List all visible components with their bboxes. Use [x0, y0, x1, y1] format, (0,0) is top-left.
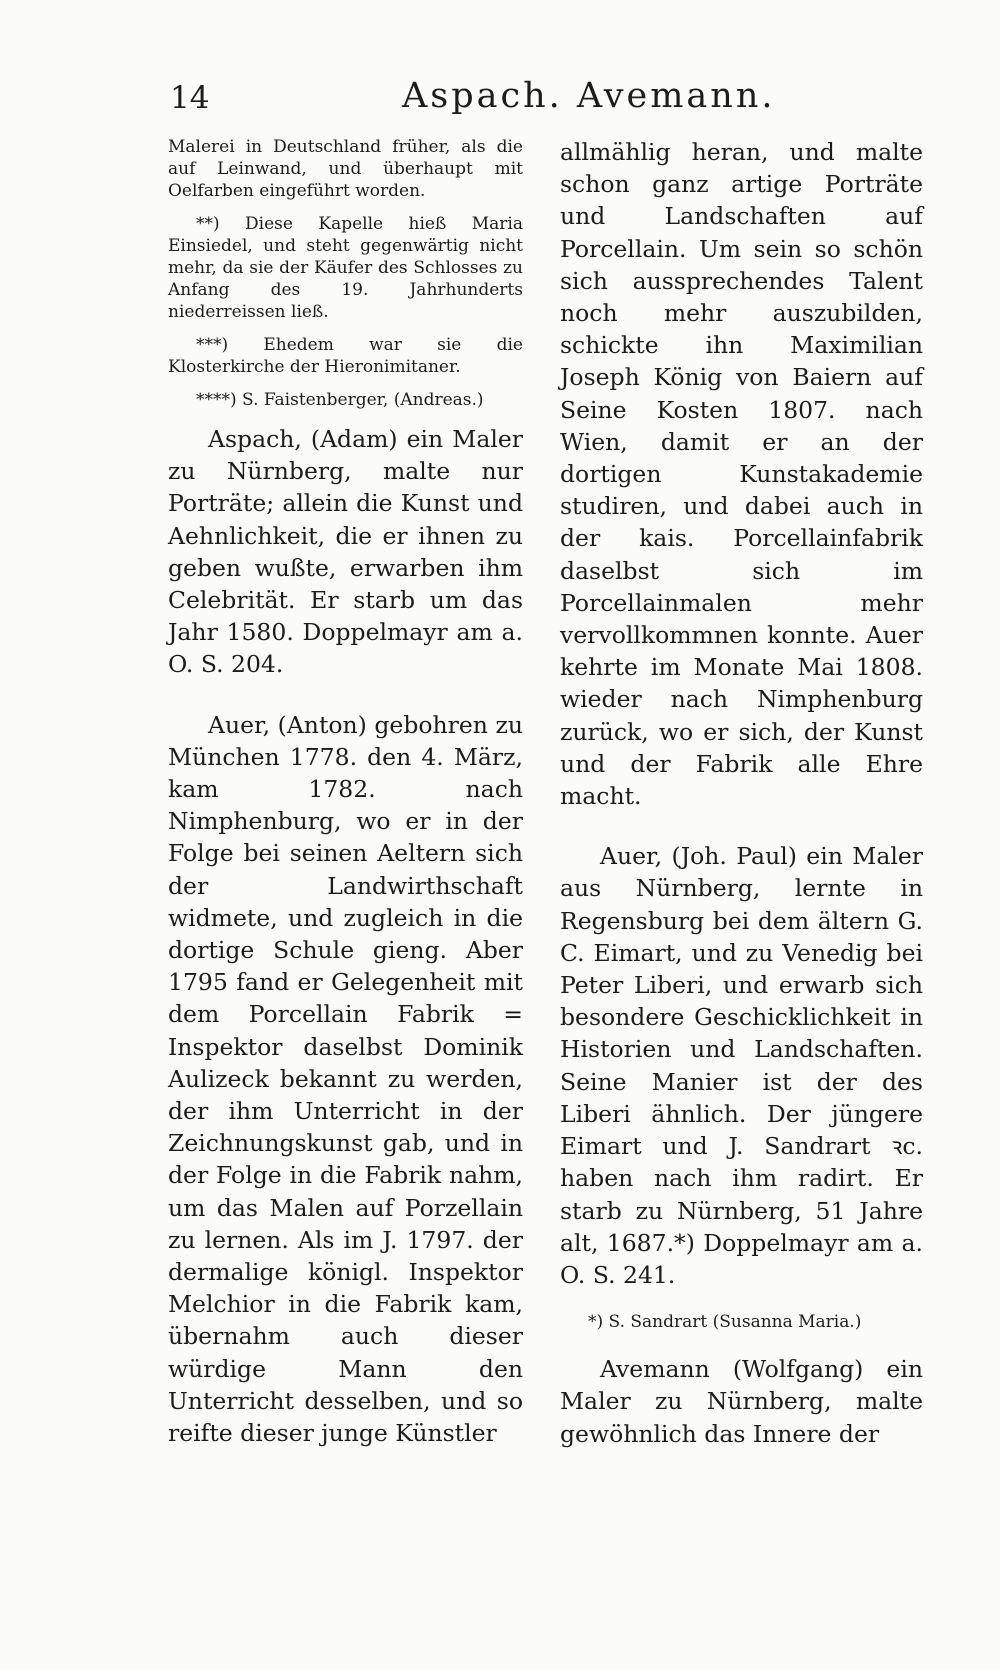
- page-header: [170, 74, 776, 124]
- entry-avemann: Avemann (Wolfgang) ein Maler zu Nürnberg, malte gewöhnlich das Innere der: [560, 1355, 923, 1448]
- footnote-kapelle: **) Diese Kapelle hieß Maria Einsiedel, und steht gegenwärtig nicht mehr, da sie der Käufer des Schlosses zu Anfang des 19. Jahrhunderts niederreissen ließ.: [168, 214, 523, 322]
- footnote-sandrart: *) S. Sandrart (Susanna Maria.): [588, 1312, 862, 1333]
- page-number: 14: [170, 80, 210, 116]
- footnote-continuation: Malerei in Deutschland früher, als die auf Leinwand, und überhaupt mit Oelfarben eingeführt worden.: [168, 137, 523, 201]
- entry-auer-paul: Auer, (Joh. Paul) ein Maler aus Nürnberg, lernte in Regensburg bei dem ältern G. C. Eimart, und zu Venedig bei Peter Liberi, und erwarb sich besondere Geschicklichkeit in Historien und Landschaften. Seine Manier ist der des Liberi ähnlich. Der jüngere Eimart und J. Sandrart ꝛc. haben nach ihm radirt. Er starb zu Nürnberg, 51 Jahre alt, 1687.*) Doppelmayr am a. O. S. 241.: [560, 842, 923, 1289]
- running-head: Aspach. Avemann.: [402, 76, 776, 116]
- footnote-klosterkirche: ***) Ehedem war sie die Klosterkirche der Hieronimitaner.: [168, 335, 523, 377]
- entry-auer-anton: Auer, (Anton) gebohren zu München 1778. den 4. März, kam 1782. nach Nimphenburg, wo er in der Folge bei seinen Aeltern sich der Landwirthschaft widmete, und zugleich in die dortige Schule gieng. Aber 1795 fand er Gelegenheit mit dem Porcellain Fabrik = Inspektor daselbst Dominik Aulizeck bekannt zu werden, der ihm Unterricht in der Zeichnungskunst gab, und in der Folge in die Fabrik nahm, um das Malen auf Porzellain zu lernen. Als im J. 1797. der dermalige königl. Inspektor Melchior in die Fabrik kam, übernahm auch dieser würdige Mann den Unterricht desselben, und so reifte dieser junge Künstler: [168, 710, 523, 1448]
- footnote-faistenberger: ****) S. Faistenberger, (Andreas.): [196, 390, 484, 410]
- entry-aspach: Aspach, (Adam) ein Maler zu Nürnberg, malte nur Porträte; allein die Kunst und Aehnlichkeit, die er ihnen zu geben wußte, erwarben ihm Celebrität. Er starb um das Jahr 1580. Doppelmayr am a. O. S. 204.: [168, 425, 523, 679]
- entry-auer-anton-continued: allmählig heran, und malte schon ganz artige Porträte und Landschaften auf Porcellain. Um sein so schön sich aussprechendes Talent noch mehr auszubilden, schickte ihn Maximilian Joseph König von Baiern auf Seine Kosten 1807. nach Wien, damit er an der dortigen Kunstakademie studiren, und dabei auch in der kais. Porcellainfabrik daselbst sich im Porcellainmalen mehr vervollkommnen konnte. Auer kehrte im Monate Mai 1808. wieder nach Nimphenburg zurück, wo er sich, der Kunst und der Fabrik alle Ehre macht.: [560, 138, 923, 811]
- right-column: [560, 136, 923, 1450]
- left-column: [168, 136, 523, 1449]
